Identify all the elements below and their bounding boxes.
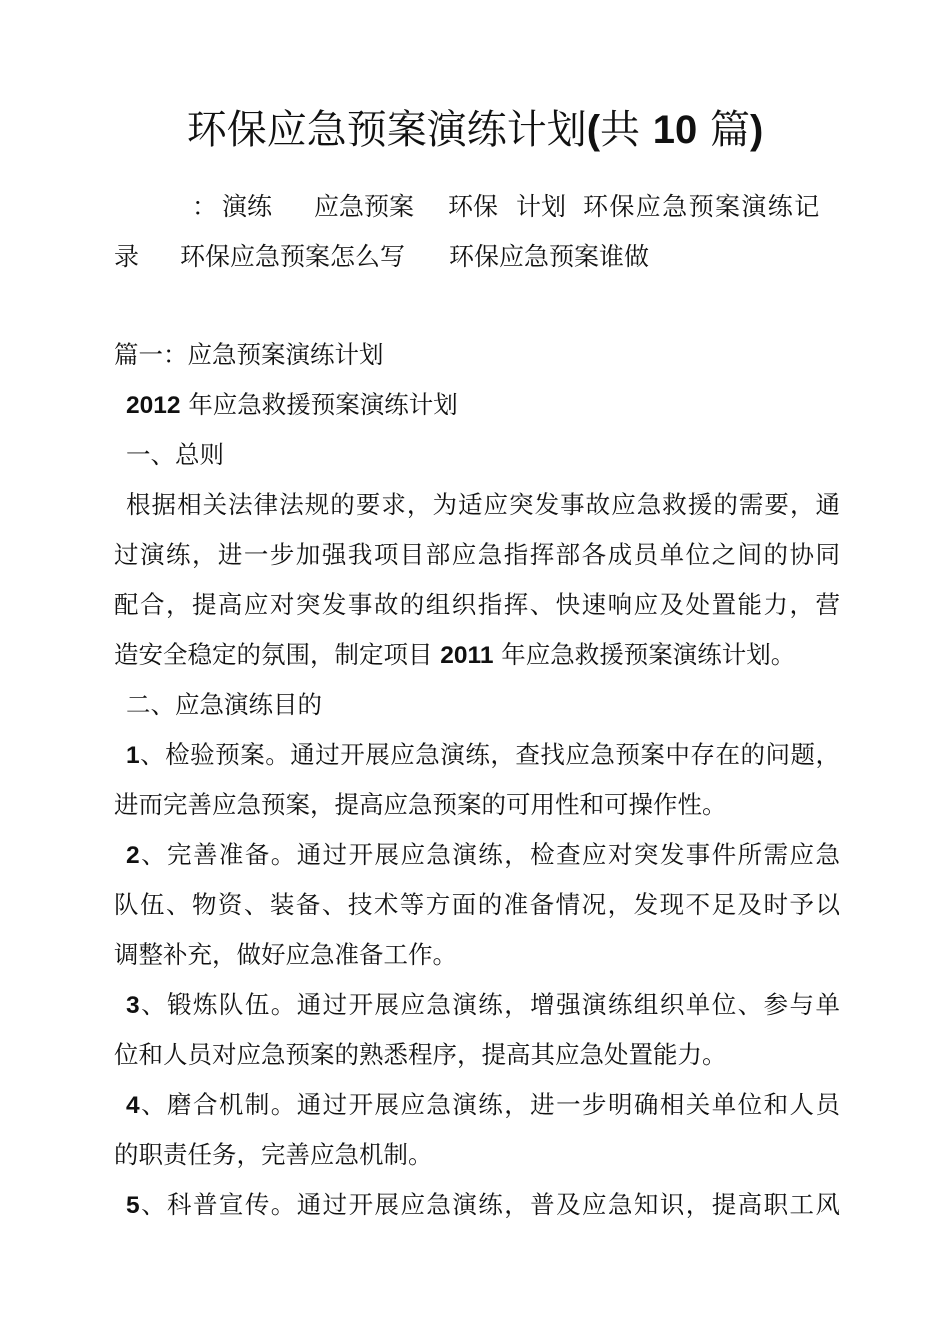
keyword-item: 录 [114, 242, 140, 271]
list-item-5 [114, 1180, 840, 1230]
list-item-4 [114, 1080, 840, 1130]
list-text: 、完善准备。通过开展应急演练，检查应对突发事件所需应急 [139, 840, 840, 869]
keyword-item: 演练 [222, 192, 273, 221]
list-number: 3 [126, 992, 140, 1019]
list-item-continuation: 队伍、物资、装备、技术等方面的准备情况，发现不足及时予以 [114, 890, 840, 919]
list-number: 2 [126, 842, 140, 869]
plan-subtitle-text: 年应急救援预案演练计划 [188, 390, 458, 419]
keyword-item: 环保应急预案演练记 [583, 192, 821, 221]
section-heading: 篇一：应急预案演练计划 [114, 340, 384, 369]
list-text: 、检验预案。通过开展应急演练，查找应急预案中存在的问题， [139, 740, 840, 769]
list-number: 1 [126, 742, 140, 769]
list-number: 5 [126, 1192, 140, 1219]
keywords-colon: ： [192, 192, 218, 221]
document-title [0, 100, 950, 160]
paragraph-line: 配合，提高应对突发事故的组织指挥、快速响应及处置能力，营 [114, 590, 840, 619]
keywords-block [114, 182, 840, 282]
keyword-item: 环保应急预案怎么写 [180, 242, 406, 271]
paragraph-line [114, 630, 840, 680]
heading-general: 一、总则 [126, 440, 224, 469]
list-item-3 [114, 980, 840, 1030]
list-text: 、磨合机制。通过开展应急演练，进一步明确相关单位和人员 [139, 1090, 840, 1119]
title-paren-close: ) [749, 108, 764, 152]
list-item-1 [114, 730, 840, 780]
list-text: 、科普宣传。通过开展应急演练，普及应急知识，提高职工风 [139, 1190, 840, 1219]
list-item-continuation: 位和人员对应急预案的熟悉程序，提高其应急处置能力。 [114, 1040, 727, 1069]
paragraph-year: 2011 [440, 642, 494, 669]
keyword-item: 应急预案 [314, 192, 415, 221]
list-item-continuation: 的职责任务，完善应急机制。 [114, 1140, 433, 1169]
title-count: 10 [652, 108, 698, 152]
keyword-item: 计划 [516, 192, 567, 221]
heading-purpose: 二、应急演练目的 [126, 690, 322, 719]
list-item-2 [114, 830, 840, 880]
list-item-continuation: 调整补充，做好应急准备工作。 [114, 940, 457, 969]
list-number: 4 [126, 1092, 140, 1119]
title-main: 环保应急预案演练计划 [186, 107, 587, 153]
keyword-item: 环保应急预案谁做 [449, 242, 650, 271]
title-count-suffix: 篇 [697, 107, 750, 153]
article-body [114, 330, 840, 1230]
keywords-line-2 [114, 232, 840, 282]
title-count-prefix: 共 [600, 107, 653, 153]
paragraph-text: 造安全稳定的氛围，制定项目 [114, 640, 441, 669]
title-paren-open: ( [586, 108, 601, 152]
paragraph-text: 年应急救援预案演练计划。 [493, 640, 796, 669]
list-item-continuation: 进而完善应急预案，提高应急预案的可用性和可操作性。 [114, 790, 727, 819]
paragraph-line: 根据相关法律法规的要求，为适应突发事故应急救援的需要，通 [126, 490, 840, 519]
list-text: 、锻炼队伍。通过开展应急演练，增强演练组织单位、参与单 [139, 990, 840, 1019]
keyword-item: 环保 [448, 192, 499, 221]
plan-year: 2012 [126, 392, 181, 419]
paragraph-line: 过演练，进一步加强我项目部应急指挥部各成员单位之间的协同 [114, 540, 840, 569]
keywords-line-1 [114, 182, 840, 232]
plan-subtitle [114, 380, 840, 430]
